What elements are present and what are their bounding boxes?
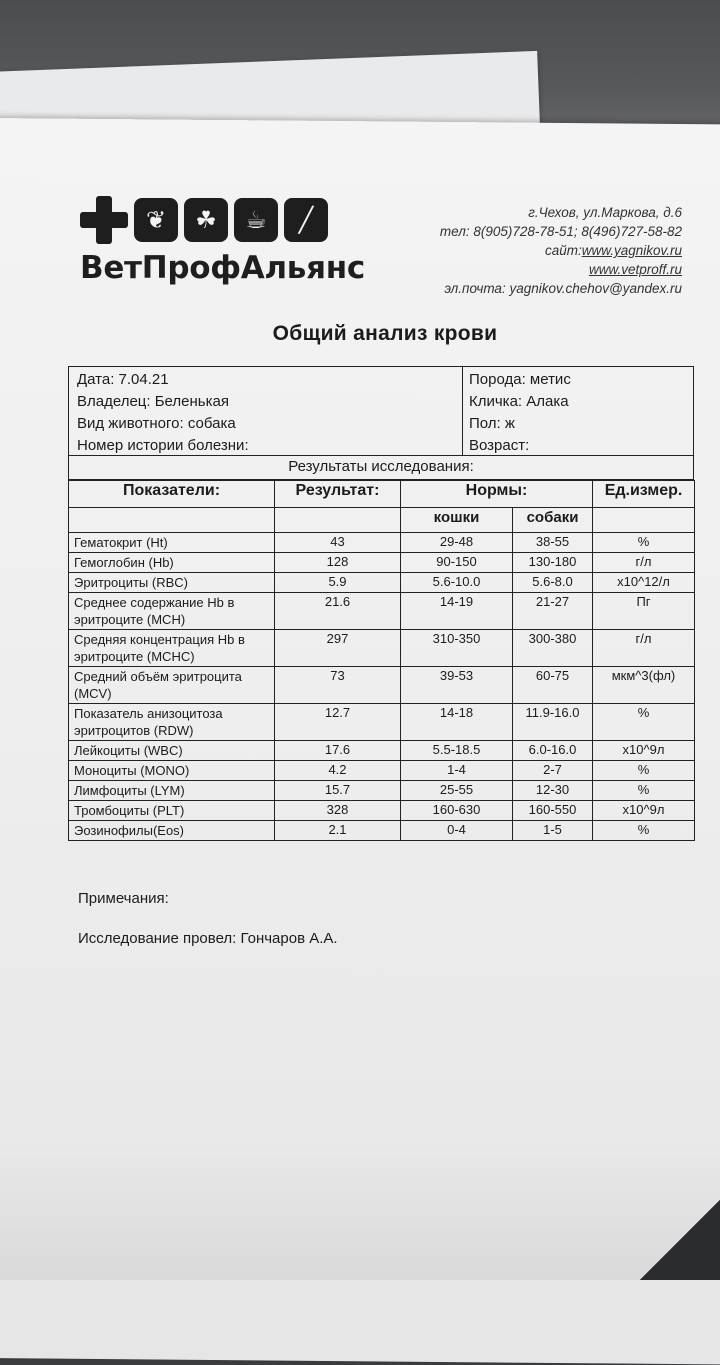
site-link-1[interactable]: www.yagnikov.ru xyxy=(581,243,682,258)
cell-param: Тромбоциты (PLT) xyxy=(69,801,275,821)
header-dogs: собаки xyxy=(513,508,593,533)
cell-param: Средний объём эритроцита (MCV) xyxy=(69,667,275,704)
cell-norm-dogs: 38-55 xyxy=(513,533,593,553)
cell-norm-dogs: 160-550 xyxy=(513,801,593,821)
header-cats: кошки xyxy=(401,508,513,533)
cell-norm-cats: 14-19 xyxy=(401,593,513,630)
cell-result: 17.6 xyxy=(275,741,401,761)
header-empty-1 xyxy=(69,508,275,533)
phone: тел: 8(905)728-78-51; 8(496)727-58-82 xyxy=(439,224,682,239)
cell-norm-dogs: 300-380 xyxy=(513,630,593,667)
table-row xyxy=(69,781,695,801)
rabbit-icon: ❦ xyxy=(134,198,178,242)
cell-unit: х10^9л xyxy=(593,801,695,821)
cell-norm-dogs: 2-7 xyxy=(513,761,593,781)
cell-norm-dogs: 12-30 xyxy=(513,781,593,801)
cell-norm-cats: 0-4 xyxy=(401,821,513,841)
header-units: Ед.измер. xyxy=(593,481,695,508)
performed-by: Исследование провел: Гончаров А.А. xyxy=(78,930,338,947)
cell-norm-cats: 29-48 xyxy=(401,533,513,553)
cell-norm-cats: 5.5-18.5 xyxy=(401,741,513,761)
table-row xyxy=(69,821,695,841)
cell-norm-dogs: 21-27 xyxy=(513,593,593,630)
cell-norm-dogs: 130-180 xyxy=(513,553,593,573)
cell-norm-cats: 1-4 xyxy=(401,761,513,781)
table-row xyxy=(69,761,695,781)
info-nickname: Кличка: Алака xyxy=(469,393,569,410)
table-row xyxy=(69,533,695,553)
info-species: Вид животного: собака xyxy=(77,415,236,432)
cell-result: 73 xyxy=(275,667,401,704)
cell-param: Показатель анизоцитоза эритроцитов (RDW) xyxy=(69,704,275,741)
cell-unit: г/л xyxy=(593,630,695,667)
cell-unit: мкм^3(фл) xyxy=(593,667,695,704)
cell-param: Эозинофилы(Eos) xyxy=(69,821,275,841)
document-title: Общий анализ крови xyxy=(272,322,498,345)
cell-unit: х10^12/л xyxy=(593,573,695,593)
cell-norm-cats: 90-150 xyxy=(401,553,513,573)
info-owner: Владелец: Беленькая xyxy=(77,393,229,410)
cell-unit: г/л xyxy=(593,553,695,573)
cell-norm-cats: 25-55 xyxy=(401,781,513,801)
cell-unit: % xyxy=(593,781,695,801)
address: г.Чехов, ул.Маркова, д.6 xyxy=(528,205,682,220)
logo-icons xyxy=(80,196,328,244)
patient-info-box xyxy=(68,366,694,456)
results-table xyxy=(68,480,695,841)
cell-result: 21.6 xyxy=(275,593,401,630)
cell-norm-dogs: 60-75 xyxy=(513,667,593,704)
cell-result: 12.7 xyxy=(275,704,401,741)
cell-norm-dogs: 5.6-8.0 xyxy=(513,573,593,593)
bone-icon: ╱ xyxy=(284,198,328,242)
results-heading: Результаты исследования: xyxy=(68,456,694,480)
cell-result: 4.2 xyxy=(275,761,401,781)
cell-param: Эритроциты (RBC) xyxy=(69,573,275,593)
cat-icon: ☕ xyxy=(234,198,278,242)
table-row xyxy=(69,553,695,573)
cell-result: 128 xyxy=(275,553,401,573)
info-breed: Порода: метис xyxy=(469,371,571,388)
table-row xyxy=(69,801,695,821)
cell-result: 5.9 xyxy=(275,573,401,593)
table-row xyxy=(69,630,695,667)
info-date: Дата: 7.04.21 xyxy=(77,371,169,388)
info-history: Номер истории болезни: xyxy=(77,437,249,454)
cell-param: Моноциты (MONO) xyxy=(69,761,275,781)
table-row xyxy=(69,741,695,761)
cell-result: 328 xyxy=(275,801,401,821)
cell-result: 43 xyxy=(275,533,401,553)
cell-unit: % xyxy=(593,533,695,553)
cell-norm-cats: 160-630 xyxy=(401,801,513,821)
site-link-2[interactable]: www.vetproff.ru xyxy=(588,262,682,277)
cell-unit: Пг xyxy=(593,593,695,630)
header-empty-2 xyxy=(275,508,401,533)
cell-norm-dogs: 6.0-16.0 xyxy=(513,741,593,761)
cell-norm-cats: 310-350 xyxy=(401,630,513,667)
cell-param: Гематокрит (Ht) xyxy=(69,533,275,553)
cell-norm-dogs: 11.9-16.0 xyxy=(513,704,593,741)
info-sex: Пол: ж xyxy=(469,415,515,432)
cell-result: 297 xyxy=(275,630,401,667)
cell-result: 15.7 xyxy=(275,781,401,801)
table-row xyxy=(69,704,695,741)
cell-param: Гемоглобин (Hb) xyxy=(69,553,275,573)
table-row xyxy=(69,573,695,593)
cell-param: Лейкоциты (WBC) xyxy=(69,741,275,761)
cell-norm-cats: 14-18 xyxy=(401,704,513,741)
cell-param: Среднее содержание Hb в эритроците (MCH) xyxy=(69,593,275,630)
site-line xyxy=(440,241,682,260)
header-empty-3 xyxy=(593,508,695,533)
cell-result: 2.1 xyxy=(275,821,401,841)
table-row xyxy=(69,593,695,630)
desk-corner xyxy=(640,1200,720,1280)
cell-unit: % xyxy=(593,761,695,781)
cell-norm-dogs: 1-5 xyxy=(513,821,593,841)
cell-unit: % xyxy=(593,704,695,741)
contact-block xyxy=(440,203,682,298)
cell-unit: х10^9л xyxy=(593,741,695,761)
table-row xyxy=(69,667,695,704)
results-rows xyxy=(69,533,695,841)
cell-param: Лимфоциты (LYM) xyxy=(69,781,275,801)
cross-icon xyxy=(80,196,128,244)
cell-param: Средняя концентрация Hb в эритроците (MCHC) xyxy=(69,630,275,667)
info-age: Возраст: xyxy=(469,437,530,454)
header-norms: Нормы: xyxy=(401,481,593,508)
info-divider xyxy=(462,367,463,455)
logo-name: ВетПрофАльянс xyxy=(80,250,365,286)
paper-shadow xyxy=(0,1140,720,1280)
dog-icon: ☘ xyxy=(184,198,228,242)
header-result: Результат: xyxy=(275,481,401,508)
cell-norm-cats: 39-53 xyxy=(401,667,513,704)
site-prefix: сайт: xyxy=(544,243,582,258)
notes-label: Примечания: xyxy=(78,890,169,907)
header-param: Показатели: xyxy=(69,481,275,508)
cell-unit: % xyxy=(593,821,695,841)
email: эл.почта: yagnikov.chehov@yandex.ru xyxy=(444,281,682,296)
cell-norm-cats: 5.6-10.0 xyxy=(401,573,513,593)
